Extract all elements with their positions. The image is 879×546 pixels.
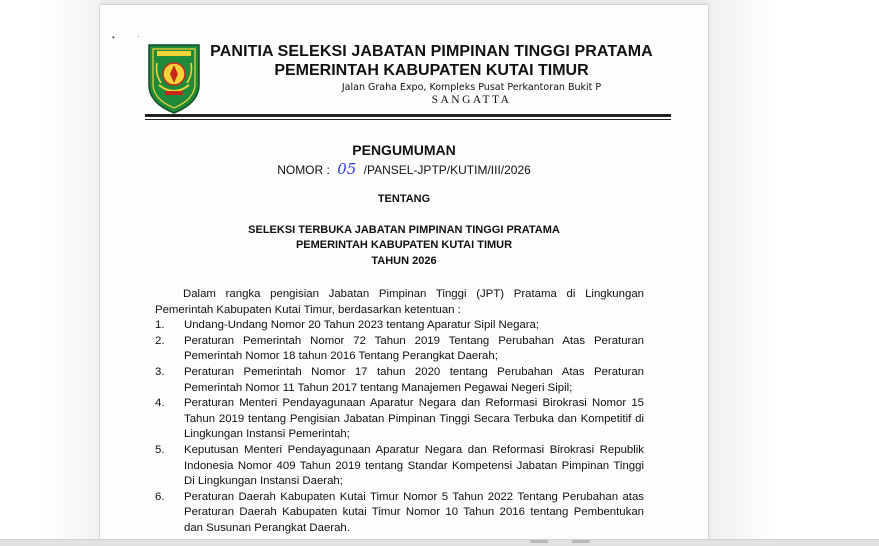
document-body: [155, 287, 644, 537]
nomor-suffix: /PANSEL-JPTP/KUTIM/III/2026: [363, 163, 531, 177]
scan-speck: ·: [137, 32, 140, 41]
header-divider-thin: [145, 119, 671, 120]
list-item: [155, 318, 644, 334]
header-address: Jalan Graha Expo, Kompleks Pusat Perkantoran Bukit P: [341, 82, 602, 93]
nomor-handwritten: 05: [337, 160, 357, 178]
nomor-label: NOMOR :: [277, 163, 330, 177]
list-item: [155, 365, 644, 396]
list-number: 2.: [155, 334, 165, 347]
document-page: [100, 5, 708, 545]
list-number: 4.: [155, 397, 165, 410]
intro-paragraph: Dalam rangka pengisian Jabatan Pimpinan Tinggi (JPT) Pratama di Lingkungan Pemerintah Kabupaten Kutai Timur, berdasarkan ketentuan :: [155, 288, 644, 316]
header-divider-thick: [145, 114, 671, 117]
scroll-indicator[interactable]: [530, 540, 548, 543]
list-text: Peraturan Menteri Pendayagunaan Aparatur Negara dan Reformasi Birokrasi Nomor 15 Tahun 2019 tentang Pengisian Jabatan Pimpinan Tinggi Secara Terbuka dan Kompetitif di Lingkungan Instansi Pemerintah;: [184, 397, 644, 441]
list-number: 6.: [155, 490, 165, 503]
list-text: Undang-Undang Nomor 20 Tahun 2023 tentang Aparatur Sipil Negara;: [184, 319, 540, 332]
list-item: [155, 490, 644, 537]
list-number: 1.: [155, 319, 165, 332]
list-text: Peraturan Pemerintah Nomor 72 Tahun 2019 Tentang Perubahan Atas Peraturan Pemerintah Nomor 18 tahun 2016 Tentang Perangkat Daerah;: [184, 334, 644, 363]
header-city: SANGATTA: [431, 94, 512, 106]
list-item: [155, 396, 644, 443]
announcement-title: PENGUMUMAN: [352, 142, 456, 158]
viewer-background-left: [0, 0, 100, 545]
list-text: Peraturan Pemerintah Nomor 17 tahun 2020 tentang Perubahan Atas Peraturan Pemerintah Nomor 11 Tahun 2017 tentang Manajemen Pegawai Negeri Sipil;: [184, 365, 644, 394]
header-title: PANITIA SELEKSI JABATAN PIMPINAN TINGGI PRATAMA: [210, 43, 653, 60]
tentang-heading: TENTANG: [377, 193, 431, 205]
subject-line-2: PEMERINTAH KABUPATEN KUTAI TIMUR: [295, 239, 513, 251]
scan-speck: •: [112, 33, 115, 42]
list-item: [155, 334, 644, 365]
list-number: 3.: [155, 365, 165, 378]
regency-logo-icon: [145, 41, 203, 115]
list-text: Peraturan Daerah Kabupaten Kutai Timur Nomor 5 Tahun 2022 Tentang Perubahan atas Peraturan Daerah Kabupaten kutai Timur Nomor 10 Tahun 2016 tentang Pembentukan dan Susunan Perangkat Daerah.: [184, 490, 644, 534]
viewer-background-right: [708, 0, 879, 545]
legal-basis-list: [155, 318, 644, 536]
scroll-indicator[interactable]: [572, 540, 590, 543]
list-item: [155, 443, 644, 490]
header-subtitle: PEMERINTAH KABUPATEN KUTAI TIMUR: [274, 62, 589, 79]
list-number: 5.: [155, 443, 165, 456]
subject-line-3: TAHUN 2026: [371, 255, 437, 267]
subject-line-1: SELEKSI TERBUKA JABATAN PIMPINAN TINGGI PRATAMA: [248, 224, 560, 236]
announcement-number: [100, 160, 708, 178]
list-text: Keputusan Menteri Pendayagunaan Aparatur Negara dan Reformasi Birokrasi Republik Indonesia Nomor 409 Tahun 2019 tentang Standar Kompetensi Jabatan Pimpinan Tinggi Di Lingkungan Instansi Daerah;: [184, 443, 644, 488]
